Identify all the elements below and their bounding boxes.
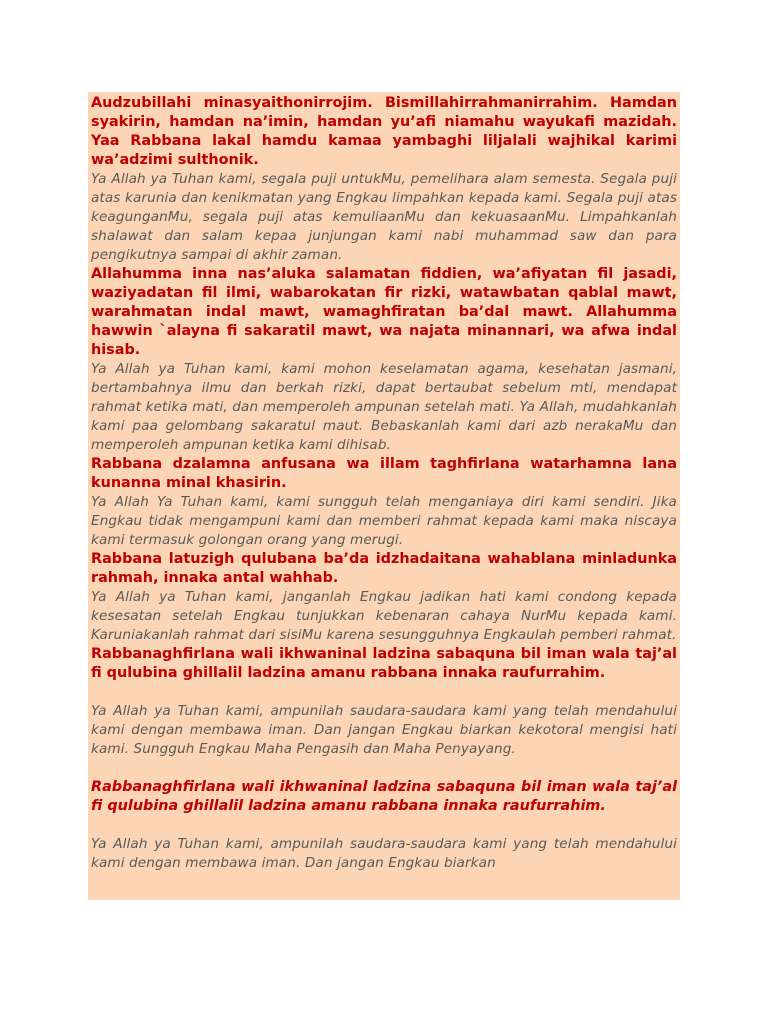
paragraph-spacer <box>91 683 677 702</box>
prayer-arabic-paragraph-italic: Rabbanaghfirlana wali ikhwaninal ladzina sabaquna bil iman wala taj’al fi qulubina ghillalil ladzina amanu rabbana innaka raufurrahim. <box>91 779 677 814</box>
paragraph-spacer <box>91 816 677 835</box>
prayer-meaning-paragraph-truncated: Ya Allah ya Tuhan kami, ampunilah saudara-saudara kami yang telah mendahului kami dengan membawa iman. Dan jangan Engkau biarkan <box>91 836 677 871</box>
prayer-meaning-paragraph: Ya Allah ya Tuhan kami, segala puji untukMu, pemelihara alam semesta. Segala puji atas karunia dan kenikmatan yang Engkau limpahkan kepada kami. Segala puji atas keagunganMu, segala puji atas kemuliaanMu dan kekuasaanMu. Limpahkanlah shalawat dan salam kepaa junjungan kami nabi muhammad saw dan para pengikutnya sampai di akhir zaman. <box>91 171 677 263</box>
prayer-meaning-paragraph: Ya Allah ya Tuhan kami, ampunilah saudara-saudara kami yang telah mendahului kami dengan membawa iman. Dan jangan Engkau biarkan kekotoral mengisi hati kami. Sungguh Engkau Maha Pengasih dan Maha Penyayang. <box>91 703 677 757</box>
prayer-arabic-paragraph: Audzubillahi minasyaithonirrojim. Bismillahirrahmanirrahim. Hamdan syakirin, hamdan na’imin, hamdan yu’afi niamahu wayukafi mazidah. Yaa Rabbana lakal hamdu kamaa yambaghi liljalali wajhikal karimi wa’adzimi sulthonik. <box>91 95 677 168</box>
prayer-arabic-paragraph: Rabbanaghfirlana wali ikhwaninal ladzina sabaquna bil iman wala taj’al fi qulubina ghillalil ladzina amanu rabbana innaka raufurrahim. <box>91 646 677 681</box>
prayer-meaning-paragraph: Ya Allah Ya Tuhan kami, kami sungguh telah menganiaya diri kami sendiri. Jika Engkau tidak mengampuni kami dan memberi rahmat kepada kami maka niscaya kami termasuk golongan orang yang merugi. <box>91 494 677 548</box>
prayer-meaning-paragraph: Ya Allah ya Tuhan kami, kami mohon keselamatan agama, kesehatan jasmani, bertambahnya ilmu dan berkah rizki, dapat bertaubat sebelum mti, mendapat rahmat ketika mati, dan memperoleh ampunan setelah mati. Ya Allah, mudahkanlah kami paa gelombang sakaratul maut. Bebaskanlah kami dari azb nerakaMu dan memperoleh ampunan ketika kami dihisab. <box>91 361 677 453</box>
prayer-arabic-paragraph: Rabbana latuzigh qulubana ba’da idzhadaitana wahablana minladunka rahmah, innaka antal wahhab. <box>91 551 677 586</box>
prayer-meaning-paragraph: Ya Allah ya Tuhan kami, janganlah Engkau jadikan hati kami condong kepada kesesatan setelah Engkau tunjukkan kebenaran cahaya NurMu kepada kami. Karuniakanlah rahmat dari sisiMu karena sesungguhnya Engkaulah pemberi rahmat. <box>91 589 677 643</box>
paragraph-spacer <box>91 759 677 778</box>
document-page <box>88 92 680 900</box>
prayer-arabic-paragraph: Allahumma inna nas’aluka salamatan fiddien, wa’afiyatan fil jasadi, waziyadatan fil ilmi, wabarokatan fir rizki, watawbatan qablal mawt, warahmatan indal mawt, wamaghfiratan ba’dal mawt. Allahumma hawwin `alayna fi sakaratil mawt, wa najata minannari, wa afwa indal hisab. <box>91 266 677 358</box>
prayer-arabic-paragraph: Rabbana dzalamna anfusana wa illam taghfirlana watarhamna lana kunanna minal khasirin. <box>91 456 677 491</box>
